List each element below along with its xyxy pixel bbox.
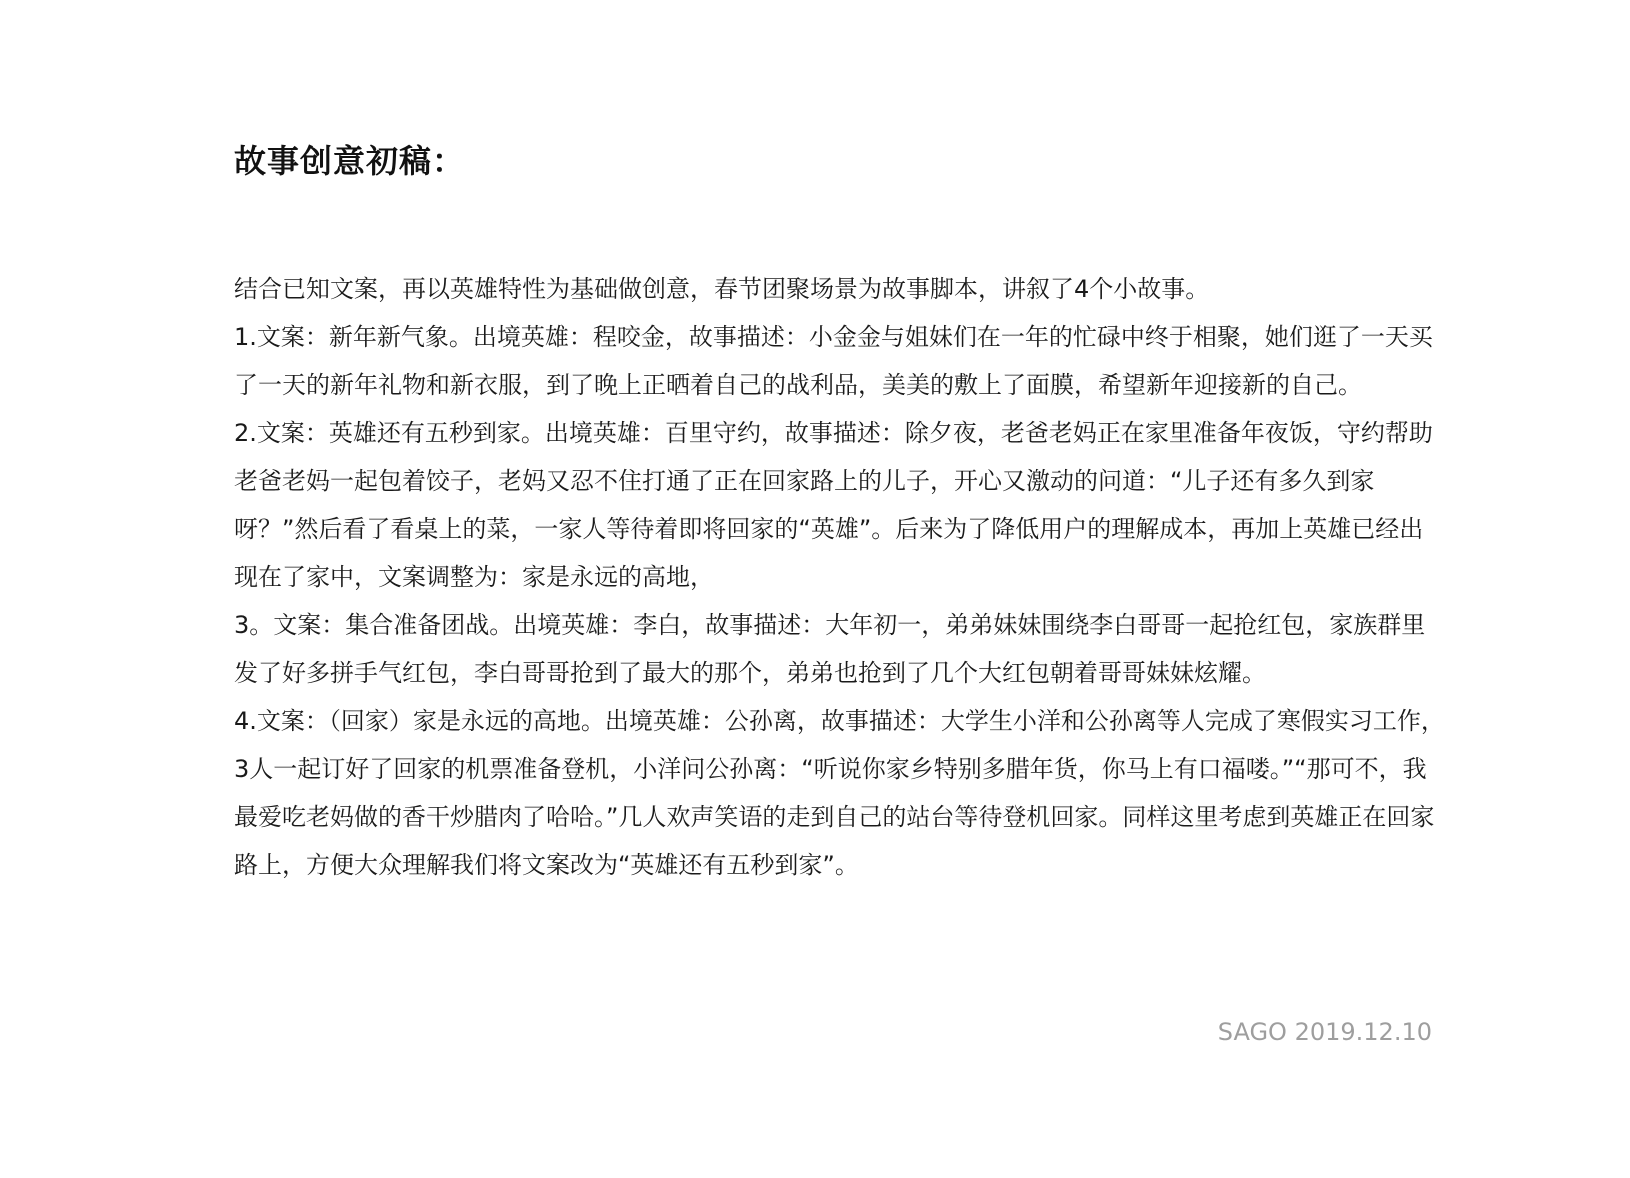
story-paragraph-2: 2.文案：英雄还有五秒到家。出境英雄：百里守约，故事描述：除夕夜，老爸老妈正在家里准备年夜饭，守约帮助老爸老妈一起包着饺子，老妈又忍不住打通了正在回家路上的儿子，开心又激动的问道：“儿子还有多久到家呀？”然后看了看桌上的菜，一家人等待着即将回家的“英雄”。后来为了降低用户的理解成本，再加上英雄已经出现在了家中，文案调整为：家是永远的高地， [234,419,1433,591]
story-paragraph-1: 1.文案：新年新气象。出境英雄：程咬金，故事描述：小金金与姐妹们在一年的忙碌中终于相聚，她们逛了一天买了一天的新年礼物和新衣服，到了晚上正晒着自己的战利品，美美的敷上了面膜，希望新年迎接新的自己。 [234,323,1433,399]
author-date-signature: SAGO 2019.12.10 [1217,1018,1432,1046]
intro-paragraph: 结合已知文案，再以英雄特性为基础做创意，春节团聚场景为故事脚本，讲叙了4个小故事。 [234,275,1210,303]
page-title: 故事创意初稿： [234,142,466,180]
story-body [234,265,1446,889]
story-paragraph-4: 4.文案：（回家）家是永远的高地。出境英雄：公孙离，故事描述：大学生小洋和公孙离等人完成了寒假实习工作，3人一起订好了回家的机票准备登机，小洋问公孙离：“听说你家乡特别多腊年货，你马上有口福喽。”“那可不，我最爱吃老妈做的香干炒腊肉了哈哈。”几人欢声笑语的走到自己的站台等待登机回家。同样这里考虑到英雄正在回家路上，方便大众理解我们将文案改为“英雄还有五秒到家”。 [234,707,1445,879]
story-paragraph-3: 3。文案：集合准备团战。出境英雄：李白，故事描述：大年初一，弟弟妹妹围绕李白哥哥一起抢红包，家族群里发了好多拼手气红包，李白哥哥抢到了最大的那个，弟弟也抢到了几个大红包朝着哥哥妹妹炫耀。 [234,611,1426,687]
